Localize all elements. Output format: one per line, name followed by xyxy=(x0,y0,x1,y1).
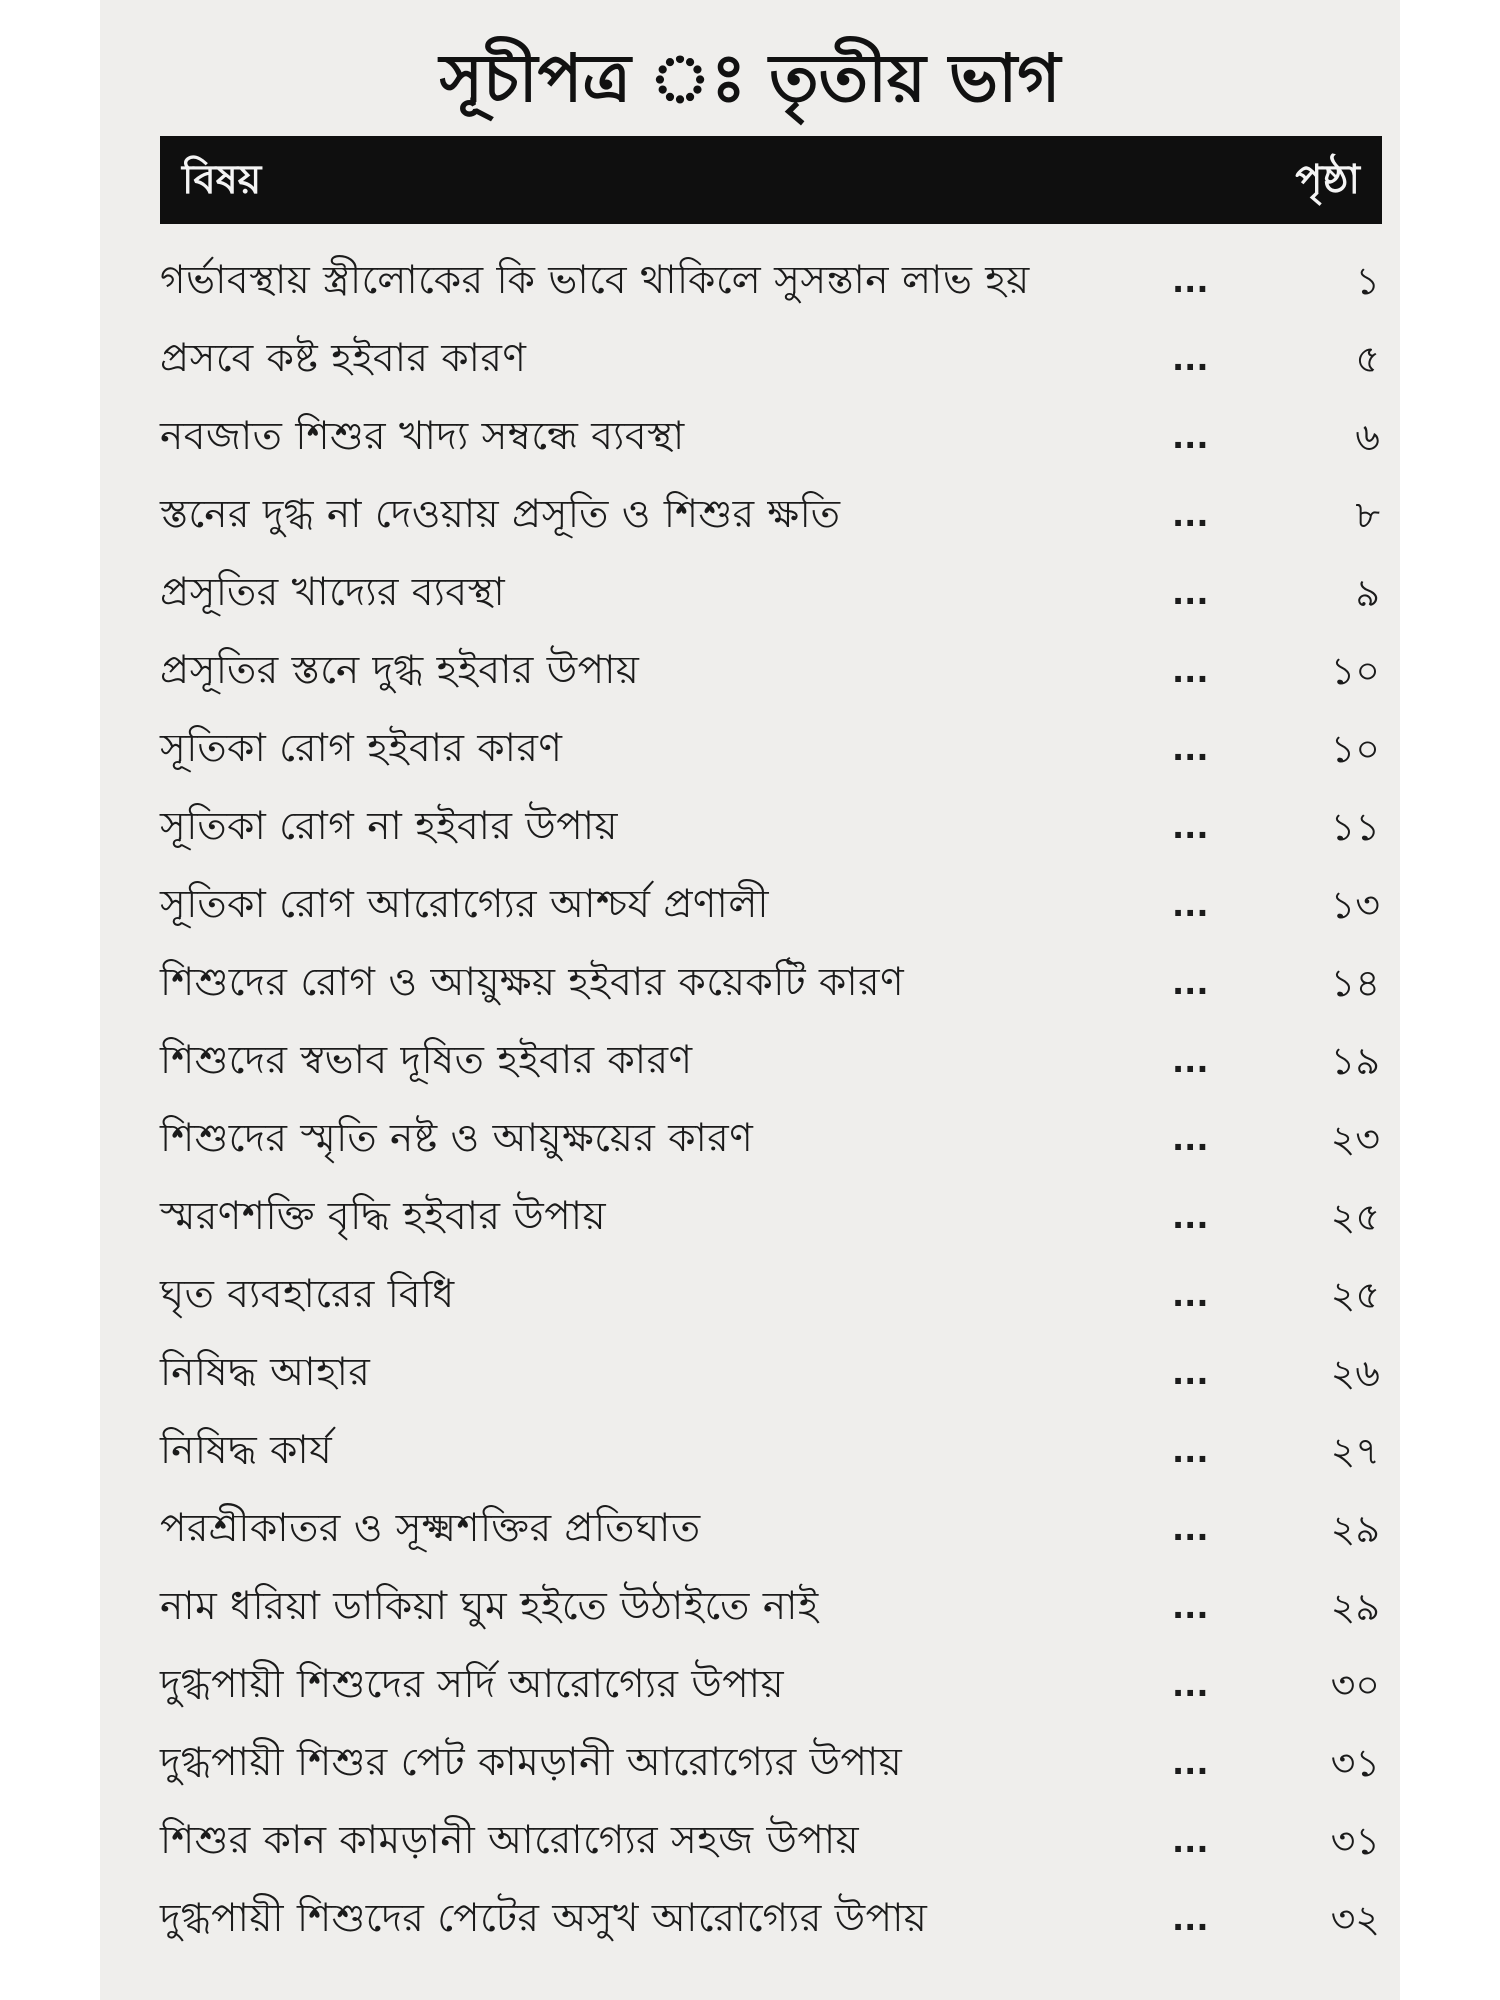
contents-entry xyxy=(160,1412,1380,1490)
contents-entry xyxy=(160,1568,1380,1646)
entry-page-number: ১৯ xyxy=(1330,1039,1380,1083)
contents-entry xyxy=(160,242,1380,320)
entry-title: শিশুর কান কামড়ানী আরোগ্যের সহজ উপায় xyxy=(160,1818,860,1863)
entry-leader-dots: ... xyxy=(1172,1900,1209,1938)
entry-title: শিশুদের স্বভাব দূষিত হইবার কারণ xyxy=(160,1038,693,1083)
entry-title: নবজাত শিশুর খাদ্য সম্বন্ধে ব্যবস্থা xyxy=(160,414,685,459)
page-title: সূচীপত্র ঃ তৃতীয় ভাগ xyxy=(439,39,1061,117)
contents-entry xyxy=(160,1022,1380,1100)
entry-title: দুগ্ধপায়ী শিশুদের সর্দি আরোগ্যের উপায় xyxy=(160,1662,785,1707)
entry-leader-dots: ... xyxy=(1172,808,1209,846)
entry-page-number: ১১ xyxy=(1330,805,1380,849)
entry-leader-dots: ... xyxy=(1172,886,1209,924)
entry-leader-dots: ... xyxy=(1172,1510,1209,1548)
entry-page-number: ২৯ xyxy=(1330,1507,1380,1551)
entry-title: সূতিকা রোগ আরোগ্যের আশ্চর্য প্রণালী xyxy=(160,882,770,927)
contents-entry xyxy=(160,1256,1380,1334)
entry-leader-dots: ... xyxy=(1172,418,1209,456)
contents-entry xyxy=(160,554,1380,632)
entry-leader-dots: ... xyxy=(1172,340,1209,378)
entry-title: নিষিদ্ধ কার্য xyxy=(160,1428,333,1473)
entry-page-number: ১ xyxy=(1355,259,1380,303)
page-column-header: পৃষ্ঠা xyxy=(1295,157,1360,203)
entry-leader-dots: ... xyxy=(1172,1198,1209,1236)
contents-entry xyxy=(160,632,1380,710)
entry-title: প্রসবে কষ্ট হইবার কারণ xyxy=(160,336,527,381)
entry-leader-dots: ... xyxy=(1172,496,1209,534)
entry-page-number: ১৩ xyxy=(1330,883,1380,927)
entry-page-number: ২৫ xyxy=(1330,1195,1380,1239)
entry-title: স্মরণশক্তি বৃদ্ধি হইবার উপায় xyxy=(160,1194,607,1239)
contents-entry xyxy=(160,788,1380,866)
entry-title: দুগ্ধপায়ী শিশুদের পেটের অসুখ আরোগ্যের উপায় xyxy=(160,1896,928,1941)
entry-page-number: ১৪ xyxy=(1330,961,1380,1005)
contents-entry xyxy=(160,710,1380,788)
entry-page-number: ৩০ xyxy=(1330,1663,1380,1707)
entry-page-number: ২৭ xyxy=(1330,1429,1380,1473)
entry-page-number: ২৩ xyxy=(1330,1117,1380,1161)
contents-entry xyxy=(160,1490,1380,1568)
entry-leader-dots: ... xyxy=(1172,1744,1209,1782)
entry-title: ঘৃত ব্যবহারের বিধি xyxy=(160,1272,455,1317)
entry-leader-dots: ... xyxy=(1172,1276,1209,1314)
entry-page-number: ৬ xyxy=(1355,415,1380,459)
entry-leader-dots: ... xyxy=(1172,1432,1209,1470)
entry-page-number: ১০ xyxy=(1330,727,1380,771)
contents-entry xyxy=(160,1178,1380,1256)
entry-title: প্রসূতির খাদ্যের ব্যবস্থা xyxy=(160,570,506,615)
entry-leader-dots: ... xyxy=(1172,1042,1209,1080)
entry-title: স্তনের দুগ্ধ না দেওয়ায় প্রসূতি ও শিশুর ক্ষতি xyxy=(160,492,841,537)
entry-page-number: ৩২ xyxy=(1330,1897,1380,1941)
entry-leader-dots: ... xyxy=(1172,1120,1209,1158)
entry-title: সূতিকা রোগ না হইবার উপায় xyxy=(160,804,618,849)
contents-entry xyxy=(160,1334,1380,1412)
entry-page-number: ৫ xyxy=(1355,337,1380,381)
entry-title: শিশুদের স্মৃতি নষ্ট ও আয়ুক্ষয়ের কারণ xyxy=(160,1116,754,1161)
entry-leader-dots: ... xyxy=(1172,730,1209,768)
entry-leader-dots: ... xyxy=(1172,964,1209,1002)
contents-entry xyxy=(160,1724,1380,1802)
contents-entry xyxy=(160,1646,1380,1724)
contents-entry xyxy=(160,866,1380,944)
entry-title: প্রসূতির স্তনে দুগ্ধ হইবার উপায় xyxy=(160,648,640,693)
entry-page-number: ৩১ xyxy=(1330,1741,1380,1785)
contents-entry xyxy=(160,398,1380,476)
entry-leader-dots: ... xyxy=(1172,1354,1209,1392)
entry-title: দুগ্ধপায়ী শিশুর পেট কামড়ানী আরোগ্যের উপায় xyxy=(160,1740,903,1785)
contents-entry xyxy=(160,476,1380,554)
entry-title: সূতিকা রোগ হইবার কারণ xyxy=(160,726,563,771)
entry-title: শিশুদের রোগ ও আয়ুক্ষয় হইবার কয়েকটি কারণ xyxy=(160,960,905,1005)
entry-leader-dots: ... xyxy=(1172,1588,1209,1626)
entry-page-number: ৮ xyxy=(1355,493,1380,537)
entry-title: পরশ্রীকাতর ও সূক্ষ্মশক্তির প্রতিঘাত xyxy=(160,1506,701,1551)
entry-page-number: ২৬ xyxy=(1330,1351,1380,1395)
contents-entry xyxy=(160,1100,1380,1178)
entry-title: নাম ধরিয়া ডাকিয়া ঘুম হইতে উঠাইতে নাই xyxy=(160,1584,819,1629)
entry-title: নিষিদ্ধ আহার xyxy=(160,1350,371,1395)
contents-entry xyxy=(160,320,1380,398)
entry-page-number: ২৫ xyxy=(1330,1273,1380,1317)
entry-page-number: ৩১ xyxy=(1330,1819,1380,1863)
entry-leader-dots: ... xyxy=(1172,574,1209,612)
entry-title: গর্ভাবস্থায় স্ত্রীলোকের কি ভাবে থাকিলে সুসন্তান লাভ হয় xyxy=(160,258,1030,303)
contents-entry xyxy=(160,1880,1380,1958)
entry-leader-dots: ... xyxy=(1172,652,1209,690)
contents-entry xyxy=(160,1802,1380,1880)
entry-page-number: ১০ xyxy=(1330,649,1380,693)
entry-page-number: ২৯ xyxy=(1330,1585,1380,1629)
contents-entry xyxy=(160,944,1380,1022)
entry-leader-dots: ... xyxy=(1172,1666,1209,1704)
entry-page-number: ৯ xyxy=(1355,571,1380,615)
entry-leader-dots: ... xyxy=(1172,1822,1209,1860)
entry-leader-dots: ... xyxy=(1172,262,1209,300)
subject-column-header: বিষয় xyxy=(182,157,262,203)
